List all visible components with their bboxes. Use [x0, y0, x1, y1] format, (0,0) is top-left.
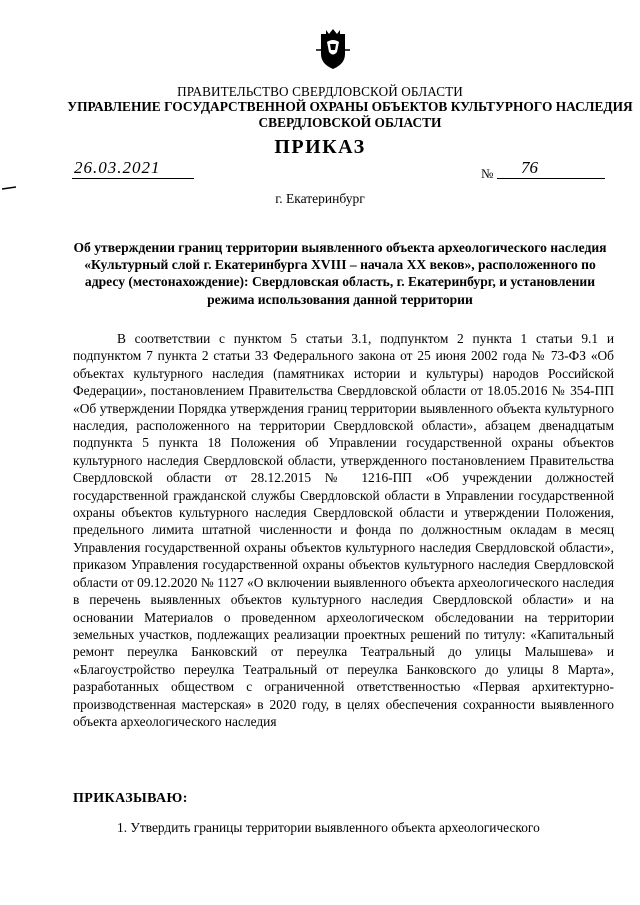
number-value: 76: [521, 158, 538, 177]
preamble-paragraph: В соответствии с пунктом 5 статьи 3.1, подпунктом 2 пункта 1 статьи 9.1 и подпунктом 7 пункта 2 статьи 33 Федерального закона от 25 июня 2002 года № 73-ФЗ «Об объектах культурного наследия (памятниках истории и культуры) народов Российской Федерации», постановлением Правительства Свердловской области от 18.05.2016 № 354-ПП «Об утверждении Порядка утверждения границ территории выявленного объекта культурного наследия, расположенного на территории Свердловской области», абзацем двенадцатым подпункта 5 пункта 18 Положения об Управлении государственной охраны объектов культурного наследия Свердловской области, утвержденного постановлением Правительства Свердловской области от 28.12.2015 № 1216-ПП «Об учреждении должностей государственной гражданской службы Свердловской области в Управлении государственной охраны объектов культурного наследия Свердловской области и утверждении Положения, предельного лимита штатной численности и фонда по должностным окладам в месяц Управления государственной охраны объектов культурного наследия Свердловской области», приказом Управления государственной охраны объектов культурного наследия Свердловской области от 09.12.2020 № 1127 «О включении выявленного объекта археологического наследия в перечень выявленных объектов культурного наследия Свердловской области» и на основании Материалов о проведенном археологическом обследовании на территории земельных участков, подлежащих реализации проектных решений по титулу: «Капитальный ремонт переулка Банковский от переулка Театральный до улицы Малышева» и «Благоустройство переулка Театральный от переулка Банковского до улицы 8 Марта», разработанных обществом с ограниченной ответственностью «Первая архитектурно-производственная мастерская» в 2020 году, в целях обеспечения сохранности выявленного объекта археологического наследия: [73, 331, 614, 729]
document-subject: Об утверждении границ территории выявленного объекта археологического наследия «Культурный слой г. Екатеринбурга XVIII – начала XX веков», расположенного по адресу (местонахождение): Свердловская область, г. Екатеринбург, и установлении режима использования данной территории: [73, 240, 607, 307]
coat-of-arms-icon: [315, 28, 351, 70]
number-label: №: [481, 166, 494, 181]
order-heading: ПРИКАЗЫВАЮ:: [73, 791, 188, 806]
date-value: 26.03.2021: [74, 158, 161, 177]
document-type: ПРИКАЗ: [274, 136, 366, 158]
department-name: УПРАВЛЕНИЕ ГОСУДАРСТВЕННОЙ ОХРАНЫ ОБЪЕКТОВ КУЛЬТУРНОГО НАСЛЕДИЯ СВЕРДЛОВСКОЙ ОБЛАСТИ: [67, 99, 633, 130]
city-line: г. Екатеринбург: [275, 191, 365, 206]
order-item-1: 1. Утвердить границы территории выявленного объекта археологического: [117, 820, 540, 835]
government-name: ПРАВИТЕЛЬСТВО СВЕРДЛОВСКОЙ ОБЛАСТИ: [177, 84, 463, 99]
date-field: [72, 160, 194, 179]
number-field: [497, 160, 605, 179]
margin-mark-icon: [2, 186, 16, 190]
